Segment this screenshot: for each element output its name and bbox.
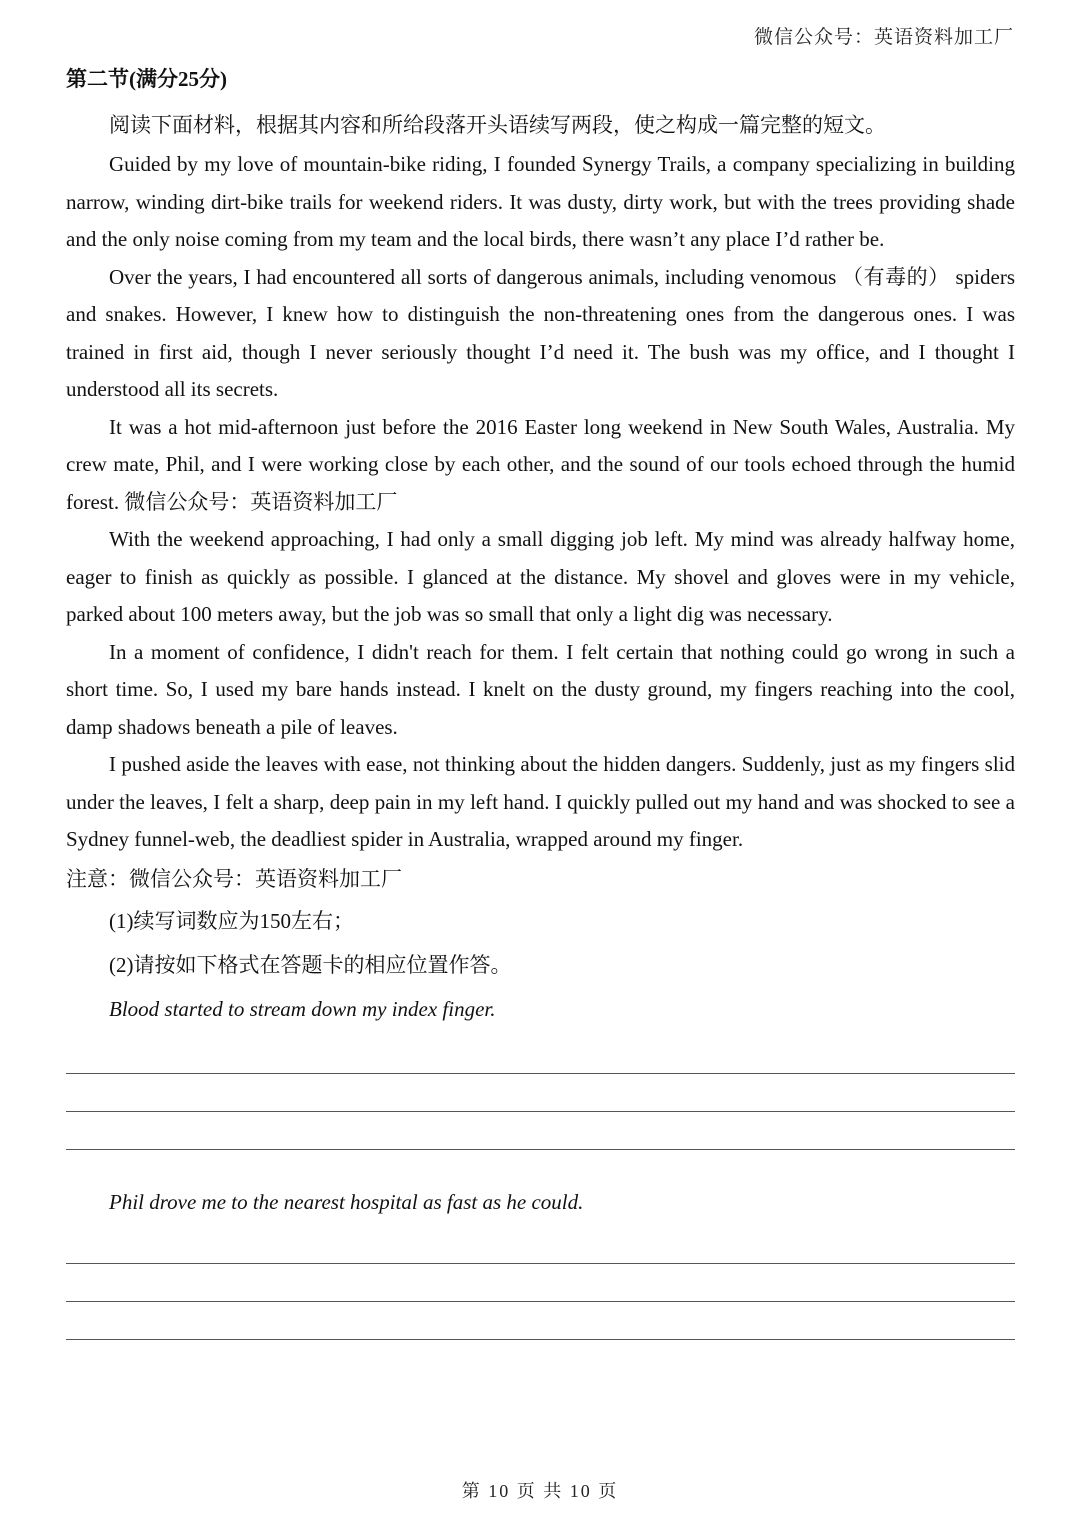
answer-line[interactable] [66,1111,1015,1112]
document-body [66,62,1015,1340]
answer-lines-2 [66,1263,1015,1340]
passage-paragraph-2: Over the years, I had encountered all sorts of dangerous animals, including venomous （有毒的） spiders and snakes. However, I knew how to distinguish the non-threatening ones from the dangerous ones. I was trained in first aid, though I never seriously thought I’d need it. The bush was my office, and I thought I understood all its secrets. [66,264,1015,401]
passage-paragraph-5: In a moment of confidence, I didn't reach for them. I felt certain that nothing could go wrong in such a short time. So, I used my bare hands instead. I knelt on the dusty ground, my fingers reaching into the cool, damp shadows beneath a pile of leaves. [66,639,1015,739]
passage-paragraph-1: Guided by my love of mountain-bike riding, I founded Synergy Trails, a company specializing in building narrow, winding dirt-bike trails for weekend riders. It was dusty, dirty work, but with the trees providing shade and the only noise coming from my team and the local birds, there wasn’t any place I’d rather be. [66,152,1015,251]
passage-paragraph-4: With the weekend approaching, I had only a small digging job left. My mind was already halfway home, eager to finish as quickly as possible. I glanced at the distance. My shovel and gloves were in my vehicle, parked about 100 meters away, but the job was so small that only a light dig was necessary. [66,527,1015,626]
header-note: 微信公众号：英语资料加工厂 [753,27,1014,48]
answer-line[interactable] [66,1339,1015,1340]
continuation-prompt-2: Phil drove me to the nearest hospital as fast as he could. [109,1189,584,1214]
notes-title: 注意：微信公众号：英语资料加工厂 [66,866,402,891]
page-number: 第 10 页 共 10 页 [461,1481,619,1501]
answer-line[interactable] [66,1301,1015,1302]
note-item-1: (1)续写词数应为150左右； [109,908,354,933]
answer-line[interactable] [66,1149,1015,1150]
answer-lines-1 [66,1073,1015,1150]
passage-paragraph-3: It was a hot mid-afternoon just before the 2016 Easter long weekend in New South Wales, Australia. My crew mate, Phil, and I were working close by each other, and the sound of our tools echoed through the humid forest. 微信公众号：英语资料加工厂 [66,414,1015,514]
continuation-prompt-1: Blood started to stream down my index finger. [109,996,496,1021]
note-item-2: (2)请按如下格式在答题卡的相应位置作答。 [109,952,512,977]
answer-line[interactable] [66,1263,1015,1264]
instruction-text: 阅读下面材料，根据其内容和所给段落开头语续写两段，使之构成一篇完整的短文。 [109,113,886,137]
passage-paragraph-6: I pushed aside the leaves with ease, not thinking about the hidden dangers. Suddenly, just as my fingers slid under the leaves, I felt a sharp, deep pain in my left hand. I quickly pulled out my hand and was shocked to see a Sydney funnel-web, the deadliest spider in Australia, wrapped around my finger. [66,752,1015,851]
section-title: 第二节(满分25分) [66,67,227,91]
answer-line[interactable] [66,1073,1015,1074]
